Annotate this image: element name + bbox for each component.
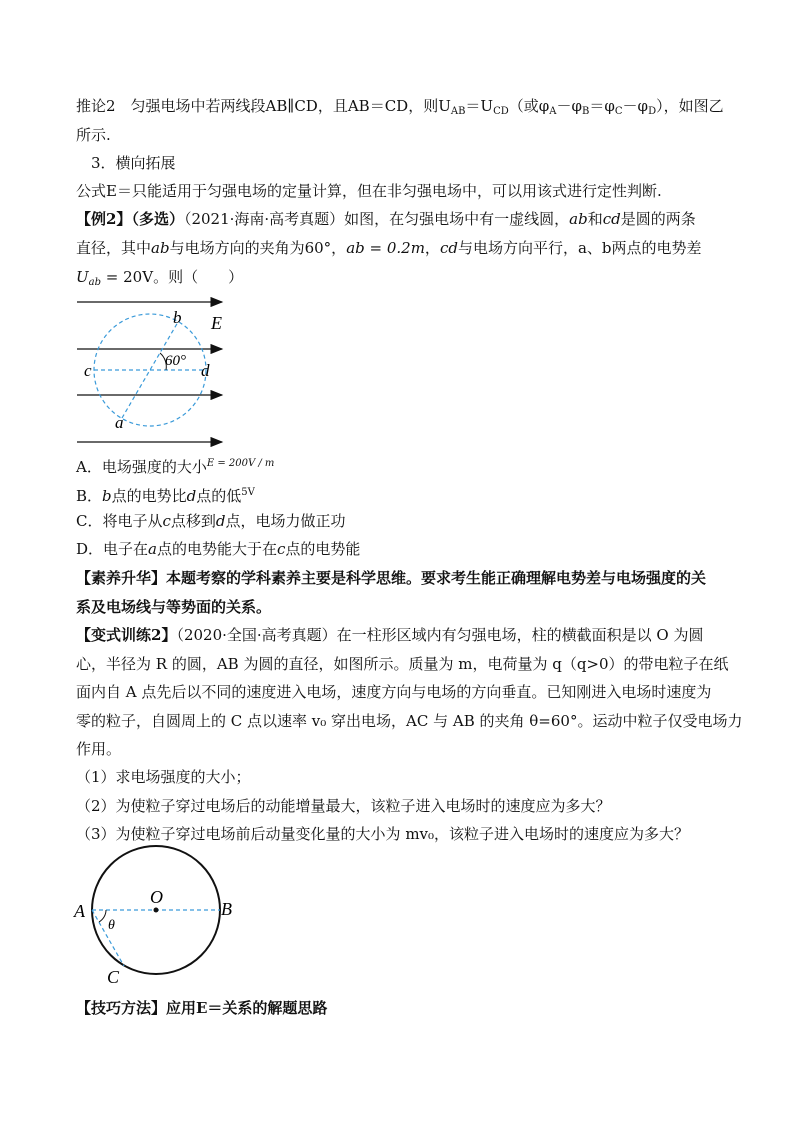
label-60deg: 60° [165,353,186,369]
example2-line3: $U_{ab} = 20V$。则（ ） [76,268,244,288]
inference2-line2: 所示. [76,126,111,144]
label-b: b [173,308,182,327]
literacy-line2: 系及电场线与等势面的关系。 [76,598,272,616]
variant2-line5: 作用。 [76,740,122,758]
question-3: （3）为使粒子穿过电场前后动量变化量的大小为 mv₀，该粒子进入电场时的速度应为多大？ [76,825,690,843]
variant2-line2: 心，半径为 R 的圆，AB 为圆的直径，如图所示。质量为 m，电荷量为 q（q>0）的带电粒子在纸 [76,655,729,673]
option-c: C．将电子从c点移到d点，电场力做正功 [76,512,346,530]
question-2: （2）为使粒子穿过电场后的动能增量最大，该粒子进入电场时的速度应为多大？ [76,797,611,815]
question-1: （1）求电场强度的大小； [76,768,251,786]
variant2-line4: 零的粒子，自圆周上的 C 点以速率 v₀ 穿出电场，AC 与 AB 的夹角 θ=60°。运动中粒子仅受电场力 [76,712,743,730]
label-d: d [201,361,210,380]
variant2-line1: 【变式训练2】（2020·全国·高考真题）在一柱形区域内有匀强电场，柱的横截面积是以 O 为圆 [76,626,704,644]
example2-line2: 直径，其中ab与电场方向的夹角为60°，ab = 0.2m，cd与电场方向平行，a、b两点的电势差 [76,239,702,257]
electric-field-circle-figure [72,290,242,450]
label-B: B [221,899,232,919]
theta-arc [99,910,106,922]
inference2-line1: 推论2 匀强电场中若两线段AB∥CD，且AB＝CD，则$U_{AB}=U_{CD}$（或$\varphi_A-\varphi_B=\varphi_C-\varphi_D$），如图乙 [76,97,724,117]
example2-line1: 【例2】（多选）（2021·海南·高考真题）如图，在匀强电场中有一虚线圆，ab和cd是圆的两条 [76,210,696,228]
label-c: c [84,361,92,380]
formula-note: 公式E＝只能适用于匀强电场的定量计算，但在非匀强电场中，可以用该式进行定性判断. [76,182,662,200]
option-b: B．b点的电势比d点的低$^{5V}$ [76,487,255,505]
label-O: O [150,887,163,907]
label-a: a [115,413,124,432]
circle-region-figure [70,845,250,995]
method-heading: 【技巧方法】应用E＝关系的解题思路 [76,999,328,1017]
variant2-line3: 面内自 A 点先后以不同的速度进入电场，速度方向与电场的方向垂直。已知刚进入电场时速度为 [76,683,712,701]
label-A: A [74,901,85,921]
center-point [154,908,159,913]
section3-heading: 3．横向拓展 [91,154,176,172]
option-a: A．电场强度的大小$^{E = 200V / m}$ [76,458,275,476]
literacy-line1: 【素养升华】本题考察的学科素养主要是科学思维。要求考生能正确理解电势差与电场强度的关 [76,569,707,587]
label-E: E [211,313,222,333]
label-theta: θ [108,918,115,933]
label-C: C [107,967,120,987]
option-d: D．电子在a点的电势能大于在c点的电势能 [76,540,361,558]
